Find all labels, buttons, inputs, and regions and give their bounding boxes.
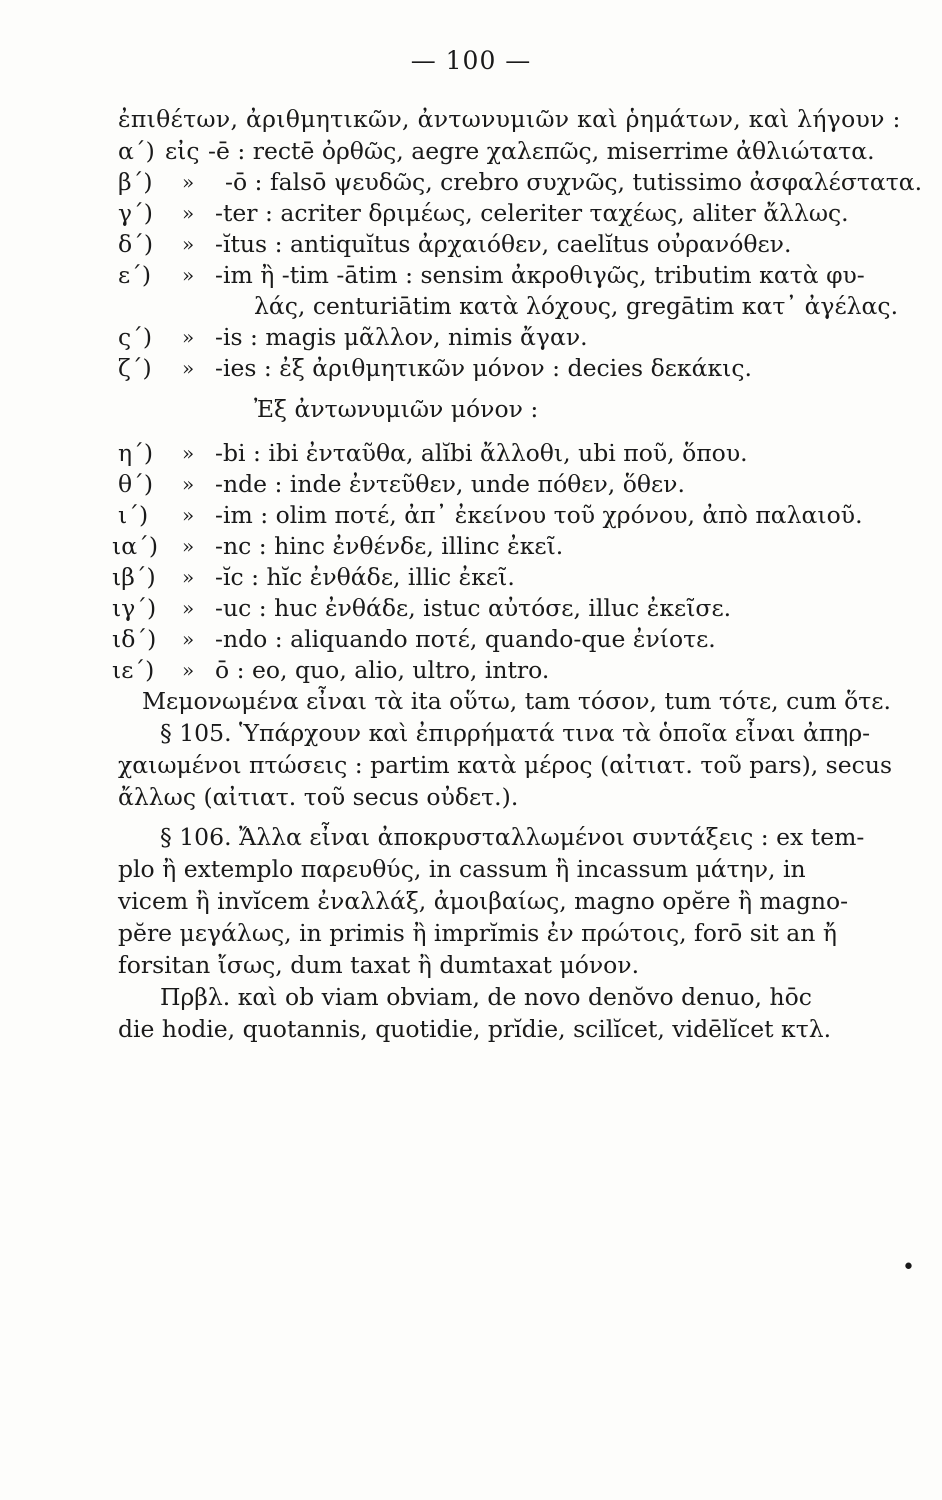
item-label: ια΄) — [112, 532, 159, 560]
item-marker: εἰς — [165, 137, 200, 165]
item-label: γ΄) — [118, 199, 153, 227]
item-text: -ō : falsō ψευδῶς, crebro συχνῶς, tutissimo ἀσφαλέστατα. — [225, 168, 923, 196]
item-label: ιγ΄) — [112, 594, 157, 622]
item-text: -im ἢ -tim -ātim : sensim ἀκροθιγῶς, tributim κατὰ φυ- — [215, 261, 865, 289]
item-text: -ter : acriter δριμέως, celeriter ταχέως, aliter ἄλλως. — [215, 199, 849, 227]
item-label: η΄) — [118, 439, 153, 467]
item-marker: » — [182, 263, 195, 287]
item-label: ιβ΄) — [112, 563, 156, 591]
paragraph-line: § 106. Ἄλλα εἶναι ἀποκρυσταλλωμένοι συντάξεις : ex tem- — [160, 823, 865, 851]
continuation-line: λάς, centuriātim κατὰ λόχους, gregātim κατ᾽ ἀγέλας. — [254, 292, 899, 320]
paragraph-line: forsitan ἴσως, dum taxat ἢ dumtaxat μόνον. — [118, 951, 640, 979]
subheading: Ἐξ ἀντωνυμιῶν μόνον : — [254, 395, 539, 423]
item-label: θ΄) — [118, 470, 154, 498]
item-marker: » — [182, 503, 195, 527]
item-marker: » — [182, 356, 195, 380]
paragraph-line: χαιωμένοι πτώσεις : partim κατὰ μέρος (αἰτιατ. τοῦ pars), secus — [118, 751, 893, 779]
item-text: -is : magis μᾶλλον, nimis ἄγαν. — [215, 323, 588, 351]
paragraph-line: ἄλλως (αἰτιατ. τοῦ secus οὐδετ.). — [118, 783, 519, 811]
item-text: -ndo : aliquando ποτέ, quando-que ἐνίοτε. — [215, 625, 716, 653]
paragraph-line: plo ἢ extemplo παρευθύς, in cassum ἢ incassum μάτην, in — [118, 855, 806, 883]
item-text: -nde : inde ἐντεῦθεν, unde πόθεν, ὅθεν. — [215, 470, 685, 498]
intro-line: ἐπιθέτων, ἀριθμητικῶν, ἀντωνυμιῶν καὶ ῥημάτων, καὶ λήγουν : — [118, 105, 901, 133]
item-text: -im : olim ποτέ, ἀπ᾽ ἐκείνου τοῦ χρόνου, ἀπὸ παλαιοῦ. — [215, 501, 863, 529]
item-marker: » — [182, 441, 195, 465]
item-label: β΄) — [118, 168, 153, 196]
item-label: ιε΄) — [112, 656, 155, 684]
paragraph-line: pĕre μεγάλως, in primis ἢ imprĭmis ἐν πρώτοις, forō sit an ἤ — [118, 919, 837, 947]
item-text: -nc : hinc ἐνθένδε, illinc ἐκεῖ. — [215, 532, 564, 560]
paragraph-line: Πρβλ. καὶ ob viam obviam, de novo denŏvo denuo, hōc — [160, 983, 812, 1011]
item-marker: » — [182, 325, 195, 349]
paragraph-line: Μεμονωμένα εἶναι τὰ ita οὕτω, tam τόσον, tum τότε, cum ὅτε. — [142, 687, 891, 715]
item-marker: » — [182, 627, 195, 651]
item-marker: » — [182, 170, 195, 194]
item-text: -ĭtus : antiquĭtus ἀρχαιόθεν, caelĭtus οὐρανόθεν. — [215, 230, 792, 258]
page-number: — 100 — — [410, 46, 532, 75]
item-marker: » — [182, 596, 195, 620]
item-label: ιδ΄) — [112, 625, 157, 653]
item-marker: » — [182, 201, 195, 225]
item-text: -ē : rectē ὀρθῶς, aegre χαλεπῶς, miserrime ἀθλιώτατα. — [208, 137, 875, 165]
item-text: -ĭc : hĭc ἐνθάδε, illic ἐκεῖ. — [215, 563, 515, 591]
item-text: -bi : ibi ἐνταῦθα, alĭbi ἄλλοθι, ubi ποῦ, ὅπου. — [215, 439, 748, 467]
item-label: ζ΄) — [118, 354, 152, 382]
item-text: ō : eo, quo, alio, ultro, intro. — [215, 656, 550, 684]
paragraph-line: vicem ἢ invĭcem ἐναλλάξ, ἀμοιβαίως, magno opĕre ἢ magno- — [118, 887, 849, 915]
item-marker: » — [182, 232, 195, 256]
item-marker: » — [182, 472, 195, 496]
item-label: ι΄) — [118, 501, 149, 529]
item-label: ε΄) — [118, 261, 152, 289]
item-label: δ΄) — [118, 230, 154, 258]
paragraph-line: § 105. Ὑπάρχουν καὶ ἐπιρρήματά τινα τὰ ὁποῖα εἶναι ἀπηρ- — [160, 719, 871, 747]
paragraph-line: die hodie, quotannis, quotidie, prĭdie, scilĭcet, vidēlĭcet κτλ. — [118, 1015, 832, 1043]
item-marker: » — [182, 534, 195, 558]
item-label: ς΄) — [118, 323, 153, 351]
ink-speck: • — [902, 1255, 915, 1280]
item-text: -ies : ἐξ ἀριθμητικῶν μόνον : decies δεκάκις. — [215, 354, 753, 382]
item-marker: » — [182, 658, 195, 682]
item-marker: » — [182, 565, 195, 589]
item-label: α΄) — [118, 137, 155, 165]
item-text: -uc : huc ἐνθάδε, istuc αὐτόσε, illuc ἐκεῖσε. — [215, 594, 732, 622]
